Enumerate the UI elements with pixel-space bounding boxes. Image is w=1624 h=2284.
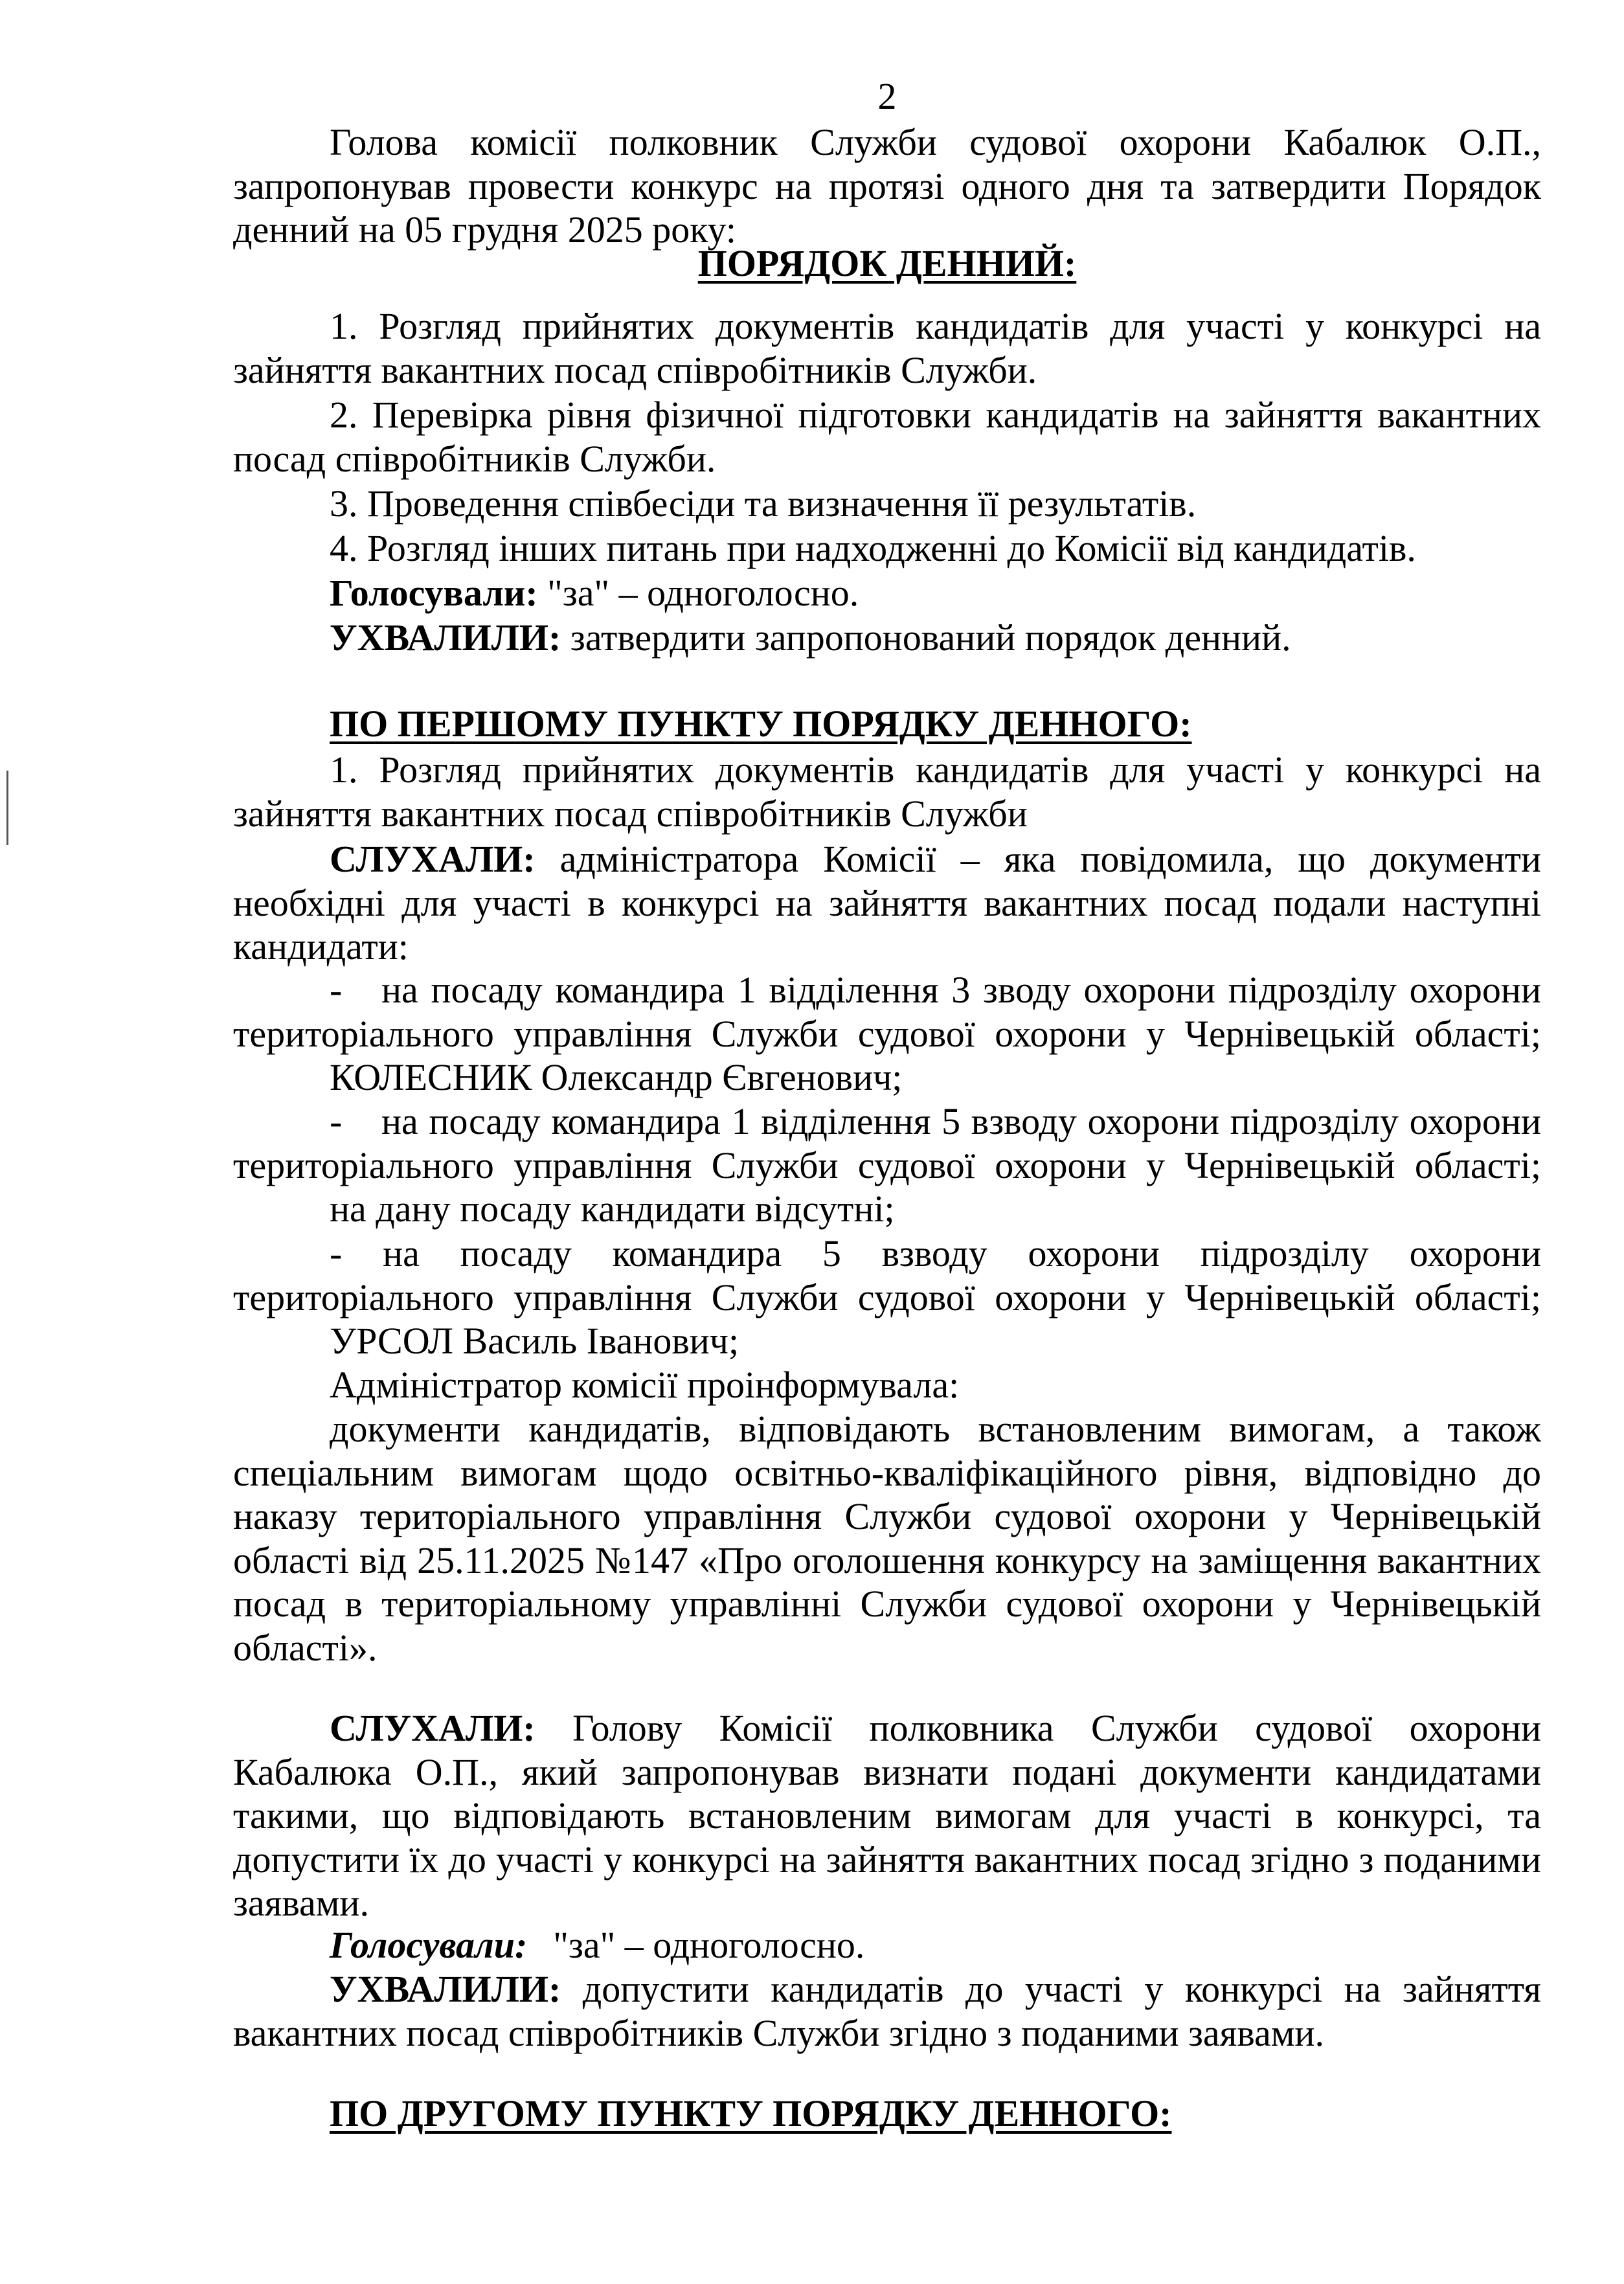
text-line: Голова комісії полковник Служби судової охорони Кабалюк О.П.,: [330, 121, 1541, 163]
position-2: [233, 1100, 1541, 1231]
section2-title: ПО ДРУГОМУ ПУНКТУ ПОРЯДКУ ДЕННОГО:: [330, 2092, 1172, 2134]
decided-label: УХВАЛИЛИ:: [330, 1968, 561, 2010]
agenda-item-2: [233, 393, 1541, 481]
text-line: кандидати:: [233, 925, 409, 967]
text-line: на посаду командира 1 відділення 3 зводу охорони підрозділу охорони: [381, 969, 1541, 1011]
text-line: допустити їх до участі у конкурсі на зайняття вакантних посад згідно з поданими: [233, 1838, 1541, 1881]
intro-paragraph: [233, 120, 1541, 252]
text-line: документи кандидатів, відповідають встановленим вимогам, а також: [330, 1408, 1541, 1450]
text-line: області від 25.11.2025 №147 «Про оголошення конкурсу на заміщення вакантних: [233, 1539, 1541, 1581]
candidate-name: на дану посаду кандидати відсутні;: [330, 1188, 895, 1230]
vote-label: Голосували:: [330, 572, 538, 614]
agenda-item-4: [233, 526, 1541, 571]
text-line: Кабалюка О.П., який запропонував визнати подані документи кандидатами: [233, 1750, 1541, 1793]
heard-label: СЛУХАЛИ:: [330, 838, 536, 880]
text-line: адміністратора Комісії – яка повідомила, що документи: [535, 838, 1541, 880]
text-line: на посаду командира 1 відділення 5 взводу охорони підрозділу охорони: [381, 1100, 1541, 1142]
admin-info: [233, 1363, 1541, 1407]
heard-label: СЛУХАЛИ:: [330, 1707, 536, 1749]
text-line: посад співробітників Служби.: [233, 437, 716, 480]
section1-decision: [233, 1967, 1541, 2055]
section2-heading: [233, 2092, 1541, 2136]
section1-title: ПО ПЕРШОМУ ПУНКТУ ПОРЯДКУ ДЕННОГО:: [330, 703, 1192, 745]
vote-text: "за" – одноголосно.: [537, 572, 859, 614]
text-line: наказу територіального управління Служби судової охорони у Чернівецькій: [233, 1495, 1541, 1537]
decided-label: УХВАЛИЛИ:: [330, 616, 561, 659]
text-line: 4. Розгляд інших питань при надходженні до Комісії від кандидатів.: [330, 527, 1416, 569]
text-line: 1. Розгляд прийнятих документів кандидатів для участі у конкурсі на: [330, 305, 1541, 347]
text-line: 2. Перевірка рівня фізичної підготовки кандидатів на зайняття вакантних: [330, 394, 1541, 436]
text-line: необхідні для участі в конкурсі на зайняття вакантних посад подали наступні: [233, 881, 1541, 924]
section1-heading: [233, 702, 1541, 746]
dash: -: [330, 1100, 343, 1142]
vote-text: "за" – одноголосно.: [553, 1924, 865, 1966]
text-line: допустити кандидатів до участі у конкурсі на зайняття: [561, 1968, 1541, 2010]
dash: -: [330, 1232, 343, 1274]
text-line: територіального управління Служби судової охорони у Чернівецькій області;: [233, 1012, 1541, 1055]
agenda-heading: [233, 242, 1541, 286]
decided-text: затвердити запропонований порядок денний.: [561, 616, 1291, 659]
text-line: зайняття вакантних посад співробітників Служби.: [233, 348, 1037, 391]
text-line: 1. Розгляд прийнятих документів кандидатів для участі у конкурсі на: [330, 749, 1541, 791]
text-line: області».: [233, 1626, 378, 1669]
section1-item: [233, 748, 1541, 835]
text-line: Адміністратор комісії проінформувала:: [330, 1364, 960, 1406]
text-line: такими, що відповідають встановленим вимогам для участі в конкурсі, та: [233, 1794, 1541, 1837]
section1-vote: [233, 1923, 1541, 1967]
agenda-item-3: [233, 482, 1541, 526]
text-line: заявами.: [233, 1882, 369, 1924]
text-line: денний на 05 грудня 2025 року:: [233, 209, 736, 251]
text-line: запропонував провести конкурс на протязі одного дня та затвердити Порядок: [233, 164, 1541, 207]
text-line: 3. Проведення співбесіди та визначення її результатів.: [330, 482, 1197, 525]
agenda-vote: [233, 571, 1541, 615]
text-line: територіального управління Служби судової охорони у Чернівецькій області;: [233, 1144, 1541, 1186]
dash: -: [330, 969, 343, 1011]
text-line: посад в територіальному управлінні Служби судової охорони у Чернівецькій: [233, 1583, 1541, 1625]
section1-heard: [233, 837, 1541, 969]
text-line: територіального управління Служби судової охорони у Чернівецькій області;: [233, 1276, 1541, 1318]
position-3: [233, 1232, 1541, 1363]
candidate-name: УРСОЛ Василь Іванович;: [330, 1320, 739, 1362]
candidate-name: КОЛЕСНИК Олександр Євгенович;: [330, 1056, 903, 1098]
agenda-title: ПОРЯДОК ДЕННИЙ:: [697, 242, 1077, 284]
page-number: 2: [877, 75, 897, 117]
vote-label: Голосували:: [330, 1924, 528, 1966]
agenda-decision: [233, 616, 1541, 660]
text-line: спеціальним вимогам щодо освітньо-кваліфікаційного рівня, відповідно до: [233, 1451, 1541, 1494]
position-1: [233, 968, 1541, 1100]
text-line: Голову Комісії полковника Служби судової охорони: [535, 1707, 1541, 1749]
text-line: зайняття вакантних посад співробітників Служби: [233, 792, 1028, 835]
text-line: вакантних посад співробітників Служби згідно з поданими заявами.: [233, 2011, 1324, 2054]
scan-artifact-line: [6, 771, 8, 845]
documents-paragraph: [233, 1407, 1541, 1669]
text-line: на посаду командира 5 взводу охорони підрозділу охорони: [383, 1232, 1541, 1274]
section1-heard-2: [233, 1706, 1541, 1925]
agenda-item-1: [233, 304, 1541, 392]
